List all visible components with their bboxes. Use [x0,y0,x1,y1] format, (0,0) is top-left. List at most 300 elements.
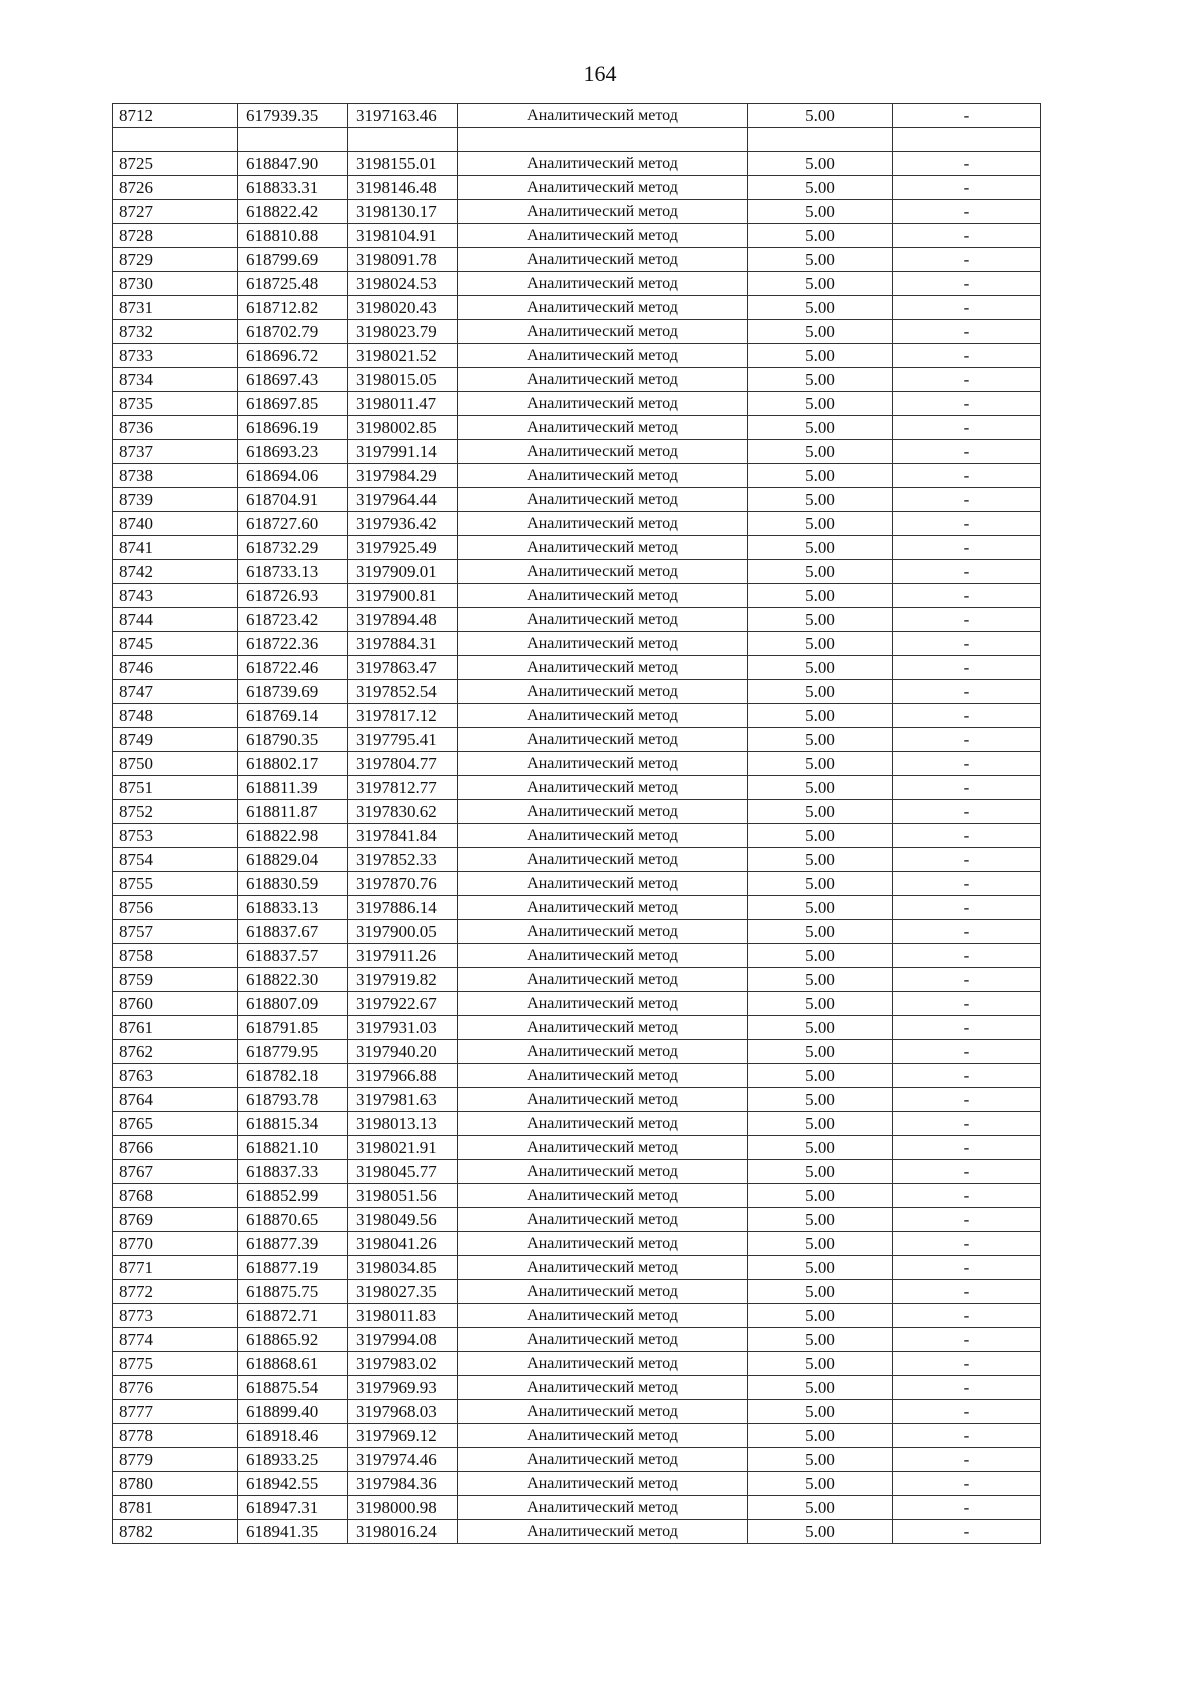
coordinates-table-body [113,104,1041,1544]
point-number-cell: 8779 [113,1448,238,1472]
accuracy-cell: 5.00 [748,1016,893,1040]
description-cell: - [893,464,1041,488]
x-coordinate-cell: 618802.17 [238,752,348,776]
y-coordinate-cell: 3197909.01 [348,560,458,584]
x-coordinate-cell: 618739.69 [238,680,348,704]
method-cell: Аналитический метод [458,536,748,560]
method-cell: Аналитический метод [458,368,748,392]
x-coordinate-cell: 618722.46 [238,656,348,680]
x-coordinate-cell: 618793.78 [238,1088,348,1112]
method-cell: Аналитический метод [458,1232,748,1256]
description-cell: - [893,296,1041,320]
accuracy-cell: 5.00 [748,296,893,320]
description-cell: - [893,200,1041,224]
method-cell: Аналитический метод [458,200,748,224]
table-row [113,200,1041,224]
x-coordinate-cell: 618712.82 [238,296,348,320]
y-coordinate-cell: 3198000.98 [348,1496,458,1520]
table-row [113,416,1041,440]
y-coordinate-cell: 3197991.14 [348,440,458,464]
accuracy-cell: 5.00 [748,944,893,968]
table-row [113,1160,1041,1184]
accuracy-cell: 5.00 [748,224,893,248]
table-row [113,1352,1041,1376]
y-coordinate-cell: 3198020.43 [348,296,458,320]
description-cell: - [893,368,1041,392]
accuracy-cell: 5.00 [748,1088,893,1112]
y-coordinate-cell: 3197812.77 [348,776,458,800]
accuracy-cell: 5.00 [748,896,893,920]
method-cell: Аналитический метод [458,1424,748,1448]
empty-cell [893,128,1041,152]
description-cell: - [893,1448,1041,1472]
y-coordinate-cell: 3198023.79 [348,320,458,344]
y-coordinate-cell: 3197919.82 [348,968,458,992]
method-cell: Аналитический метод [458,248,748,272]
description-cell: - [893,1352,1041,1376]
point-number-cell: 8730 [113,272,238,296]
x-coordinate-cell: 618837.57 [238,944,348,968]
accuracy-cell: 5.00 [748,1424,893,1448]
table-row [113,776,1041,800]
y-coordinate-cell: 3198034.85 [348,1256,458,1280]
table-row [113,368,1041,392]
method-cell: Аналитический метод [458,1304,748,1328]
point-number-cell: 8753 [113,824,238,848]
point-number-cell: 8736 [113,416,238,440]
y-coordinate-cell: 3198016.24 [348,1520,458,1544]
description-cell: - [893,1280,1041,1304]
x-coordinate-cell: 618769.14 [238,704,348,728]
point-number-cell: 8735 [113,392,238,416]
table-row [113,1424,1041,1448]
description-cell: - [893,1040,1041,1064]
x-coordinate-cell: 618837.33 [238,1160,348,1184]
y-coordinate-cell: 3197969.93 [348,1376,458,1400]
accuracy-cell: 5.00 [748,824,893,848]
description-cell: - [893,728,1041,752]
x-coordinate-cell: 618722.36 [238,632,348,656]
point-number-cell: 8771 [113,1256,238,1280]
x-coordinate-cell: 618799.69 [238,248,348,272]
method-cell: Аналитический метод [458,344,748,368]
table-row [113,920,1041,944]
point-number-cell: 8763 [113,1064,238,1088]
description-cell: - [893,1208,1041,1232]
accuracy-cell: 5.00 [748,392,893,416]
table-row [113,1184,1041,1208]
accuracy-cell: 5.00 [748,872,893,896]
accuracy-cell: 5.00 [748,728,893,752]
y-coordinate-cell: 3197911.26 [348,944,458,968]
y-coordinate-cell: 3198027.35 [348,1280,458,1304]
accuracy-cell: 5.00 [748,752,893,776]
table-row [113,1400,1041,1424]
x-coordinate-cell: 618847.90 [238,152,348,176]
description-cell: - [893,944,1041,968]
accuracy-cell: 5.00 [748,1376,893,1400]
x-coordinate-cell: 618852.99 [238,1184,348,1208]
accuracy-cell: 5.00 [748,776,893,800]
empty-cell [458,128,748,152]
y-coordinate-cell: 3197870.76 [348,872,458,896]
accuracy-cell: 5.00 [748,1208,893,1232]
x-coordinate-cell: 618782.18 [238,1064,348,1088]
description-cell: - [893,560,1041,584]
x-coordinate-cell: 618723.42 [238,608,348,632]
x-coordinate-cell: 618704.91 [238,488,348,512]
x-coordinate-cell: 618693.23 [238,440,348,464]
method-cell: Аналитический метод [458,104,748,128]
table-row [113,1040,1041,1064]
accuracy-cell: 5.00 [748,200,893,224]
description-cell: - [893,536,1041,560]
y-coordinate-cell: 3198049.56 [348,1208,458,1232]
x-coordinate-cell: 618833.31 [238,176,348,200]
point-number-cell: 8749 [113,728,238,752]
point-number-cell: 8767 [113,1160,238,1184]
description-cell: - [893,680,1041,704]
x-coordinate-cell: 618868.61 [238,1352,348,1376]
point-number-cell: 8774 [113,1328,238,1352]
point-number-cell: 8731 [113,296,238,320]
point-number-cell: 8754 [113,848,238,872]
y-coordinate-cell: 3198011.47 [348,392,458,416]
x-coordinate-cell: 618942.55 [238,1472,348,1496]
table-row [113,1448,1041,1472]
point-number-cell: 8747 [113,680,238,704]
description-cell: - [893,1088,1041,1112]
method-cell: Аналитический метод [458,1208,748,1232]
x-coordinate-cell: 618830.59 [238,872,348,896]
description-cell: - [893,344,1041,368]
description-cell: - [893,224,1041,248]
table-row [113,968,1041,992]
x-coordinate-cell: 618877.39 [238,1232,348,1256]
method-cell: Аналитический метод [458,1256,748,1280]
description-cell: - [893,320,1041,344]
x-coordinate-cell: 618833.13 [238,896,348,920]
method-cell: Аналитический метод [458,296,748,320]
y-coordinate-cell: 3197969.12 [348,1424,458,1448]
accuracy-cell: 5.00 [748,1256,893,1280]
x-coordinate-cell: 618815.34 [238,1112,348,1136]
table-row [113,392,1041,416]
y-coordinate-cell: 3198155.01 [348,152,458,176]
method-cell: Аналитический метод [458,512,748,536]
method-cell: Аналитический метод [458,1136,748,1160]
description-cell: - [893,992,1041,1016]
table-row [113,632,1041,656]
method-cell: Аналитический метод [458,488,748,512]
point-number-cell: 8769 [113,1208,238,1232]
method-cell: Аналитический метод [458,872,748,896]
point-number-cell: 8744 [113,608,238,632]
method-cell: Аналитический метод [458,272,748,296]
method-cell: Аналитический метод [458,416,748,440]
method-cell: Аналитический метод [458,1088,748,1112]
y-coordinate-cell: 3197884.31 [348,632,458,656]
page-number: 164 [583,61,617,86]
description-cell: - [893,848,1041,872]
x-coordinate-cell: 618875.54 [238,1376,348,1400]
description-cell: - [893,1520,1041,1544]
accuracy-cell: 5.00 [748,104,893,128]
point-number-cell: 8743 [113,584,238,608]
table-row [113,1472,1041,1496]
description-cell: - [893,776,1041,800]
table-row [113,584,1041,608]
x-coordinate-cell: 618733.13 [238,560,348,584]
y-coordinate-cell: 3198021.91 [348,1136,458,1160]
method-cell: Аналитический метод [458,800,748,824]
method-cell: Аналитический метод [458,752,748,776]
table-row [113,1376,1041,1400]
y-coordinate-cell: 3197817.12 [348,704,458,728]
accuracy-cell: 5.00 [748,1472,893,1496]
point-number-cell: 8781 [113,1496,238,1520]
table-row [113,1064,1041,1088]
method-cell: Аналитический метод [458,440,748,464]
table-row [113,656,1041,680]
table-row [113,944,1041,968]
point-number-cell: 8750 [113,752,238,776]
description-cell: - [893,872,1041,896]
y-coordinate-cell: 3197964.44 [348,488,458,512]
table-row [113,1016,1041,1040]
x-coordinate-cell: 618933.25 [238,1448,348,1472]
method-cell: Аналитический метод [458,1328,748,1352]
y-coordinate-cell: 3197830.62 [348,800,458,824]
table-row [113,752,1041,776]
accuracy-cell: 5.00 [748,272,893,296]
description-cell: - [893,896,1041,920]
description-cell: - [893,248,1041,272]
method-cell: Аналитический метод [458,656,748,680]
table-row [113,176,1041,200]
method-cell: Аналитический метод [458,608,748,632]
method-cell: Аналитический метод [458,176,748,200]
point-number-cell: 8761 [113,1016,238,1040]
table-row [113,224,1041,248]
y-coordinate-cell: 3198041.26 [348,1232,458,1256]
x-coordinate-cell: 618822.42 [238,200,348,224]
y-coordinate-cell: 3197966.88 [348,1064,458,1088]
x-coordinate-cell: 618918.46 [238,1424,348,1448]
x-coordinate-cell: 618822.98 [238,824,348,848]
description-cell: - [893,440,1041,464]
description-cell: - [893,176,1041,200]
y-coordinate-cell: 3197940.20 [348,1040,458,1064]
y-coordinate-cell: 3198002.85 [348,416,458,440]
point-number-cell: 8729 [113,248,238,272]
method-cell: Аналитический метод [458,944,748,968]
x-coordinate-cell: 618697.43 [238,368,348,392]
description-cell: - [893,800,1041,824]
description-cell: - [893,488,1041,512]
method-cell: Аналитический метод [458,1376,748,1400]
accuracy-cell: 5.00 [748,1448,893,1472]
coordinates-table-container [112,103,1040,1544]
x-coordinate-cell: 618725.48 [238,272,348,296]
accuracy-cell: 5.00 [748,320,893,344]
accuracy-cell: 5.00 [748,512,893,536]
point-number-cell: 8752 [113,800,238,824]
description-cell: - [893,1184,1041,1208]
accuracy-cell: 5.00 [748,992,893,1016]
accuracy-cell: 5.00 [748,848,893,872]
table-row [113,728,1041,752]
x-coordinate-cell: 618877.19 [238,1256,348,1280]
table-row [113,1256,1041,1280]
method-cell: Аналитический метод [458,224,748,248]
method-cell: Аналитический метод [458,1016,748,1040]
y-coordinate-cell: 3197841.84 [348,824,458,848]
method-cell: Аналитический метод [458,152,748,176]
y-coordinate-cell: 3197894.48 [348,608,458,632]
accuracy-cell: 5.00 [748,1136,893,1160]
x-coordinate-cell: 618702.79 [238,320,348,344]
table-row [113,512,1041,536]
description-cell: - [893,1424,1041,1448]
method-cell: Аналитический метод [458,632,748,656]
point-number-cell: 8741 [113,536,238,560]
method-cell: Аналитический метод [458,1352,748,1376]
point-number-cell: 8738 [113,464,238,488]
table-row [113,296,1041,320]
table-row [113,800,1041,824]
accuracy-cell: 5.00 [748,1232,893,1256]
y-coordinate-cell: 3197922.67 [348,992,458,1016]
description-cell: - [893,1112,1041,1136]
point-number-cell: 8746 [113,656,238,680]
method-cell: Аналитический метод [458,1040,748,1064]
table-row [113,1088,1041,1112]
accuracy-cell: 5.00 [748,1400,893,1424]
x-coordinate-cell: 618829.04 [238,848,348,872]
y-coordinate-cell: 3197852.54 [348,680,458,704]
method-cell: Аналитический метод [458,392,748,416]
table-row [113,1520,1041,1544]
y-coordinate-cell: 3197886.14 [348,896,458,920]
point-number-cell: 8712 [113,104,238,128]
method-cell: Аналитический метод [458,1064,748,1088]
description-cell: - [893,704,1041,728]
x-coordinate-cell: 618899.40 [238,1400,348,1424]
accuracy-cell: 5.00 [748,608,893,632]
method-cell: Аналитический метод [458,1448,748,1472]
point-number-cell: 8770 [113,1232,238,1256]
x-coordinate-cell: 618696.72 [238,344,348,368]
point-number-cell: 8777 [113,1400,238,1424]
accuracy-cell: 5.00 [748,1160,893,1184]
point-number-cell: 8764 [113,1088,238,1112]
accuracy-cell: 5.00 [748,1496,893,1520]
point-number-cell: 8755 [113,872,238,896]
y-coordinate-cell: 3198104.91 [348,224,458,248]
empty-cell [348,128,458,152]
table-row [113,848,1041,872]
description-cell: - [893,1016,1041,1040]
accuracy-cell: 5.00 [748,488,893,512]
y-coordinate-cell: 3197163.46 [348,104,458,128]
method-cell: Аналитический метод [458,1520,748,1544]
method-cell: Аналитический метод [458,968,748,992]
table-row [113,464,1041,488]
point-number-cell: 8766 [113,1136,238,1160]
method-cell: Аналитический метод [458,704,748,728]
x-coordinate-cell: 618697.85 [238,392,348,416]
table-row [113,1496,1041,1520]
method-cell: Аналитический метод [458,464,748,488]
point-number-cell: 8759 [113,968,238,992]
point-number-cell: 8775 [113,1352,238,1376]
accuracy-cell: 5.00 [748,584,893,608]
y-coordinate-cell: 3197804.77 [348,752,458,776]
accuracy-cell: 5.00 [748,656,893,680]
accuracy-cell: 5.00 [748,1280,893,1304]
y-coordinate-cell: 3197994.08 [348,1328,458,1352]
description-cell: - [893,152,1041,176]
x-coordinate-cell: 618791.85 [238,1016,348,1040]
accuracy-cell: 5.00 [748,1112,893,1136]
x-coordinate-cell: 618807.09 [238,992,348,1016]
y-coordinate-cell: 3198130.17 [348,200,458,224]
method-cell: Аналитический метод [458,680,748,704]
x-coordinate-cell: 618822.30 [238,968,348,992]
x-coordinate-cell: 618811.39 [238,776,348,800]
point-number-cell: 8745 [113,632,238,656]
table-row [113,608,1041,632]
x-coordinate-cell: 618726.93 [238,584,348,608]
x-coordinate-cell: 618865.92 [238,1328,348,1352]
method-cell: Аналитический метод [458,848,748,872]
table-row [113,560,1041,584]
description-cell: - [893,752,1041,776]
point-number-cell: 8773 [113,1304,238,1328]
point-number-cell: 8728 [113,224,238,248]
description-cell: - [893,920,1041,944]
method-cell: Аналитический метод [458,1280,748,1304]
description-cell: - [893,1328,1041,1352]
description-cell: - [893,584,1041,608]
method-cell: Аналитический метод [458,1496,748,1520]
point-number-cell: 8742 [113,560,238,584]
y-coordinate-cell: 3198051.56 [348,1184,458,1208]
table-row [113,248,1041,272]
method-cell: Аналитический метод [458,824,748,848]
table-row [113,1280,1041,1304]
point-number-cell: 8762 [113,1040,238,1064]
accuracy-cell: 5.00 [748,632,893,656]
table-row [113,704,1041,728]
accuracy-cell: 5.00 [748,440,893,464]
x-coordinate-cell: 618821.10 [238,1136,348,1160]
accuracy-cell: 5.00 [748,1064,893,1088]
point-number-cell: 8776 [113,1376,238,1400]
description-cell: - [893,1256,1041,1280]
accuracy-cell: 5.00 [748,248,893,272]
x-coordinate-cell: 618810.88 [238,224,348,248]
table-row [113,104,1041,128]
accuracy-cell: 5.00 [748,176,893,200]
point-number-cell: 8765 [113,1112,238,1136]
point-number-cell: 8756 [113,896,238,920]
method-cell: Аналитический метод [458,584,748,608]
table-row [113,440,1041,464]
table-row [113,536,1041,560]
method-cell: Аналитический метод [458,320,748,344]
